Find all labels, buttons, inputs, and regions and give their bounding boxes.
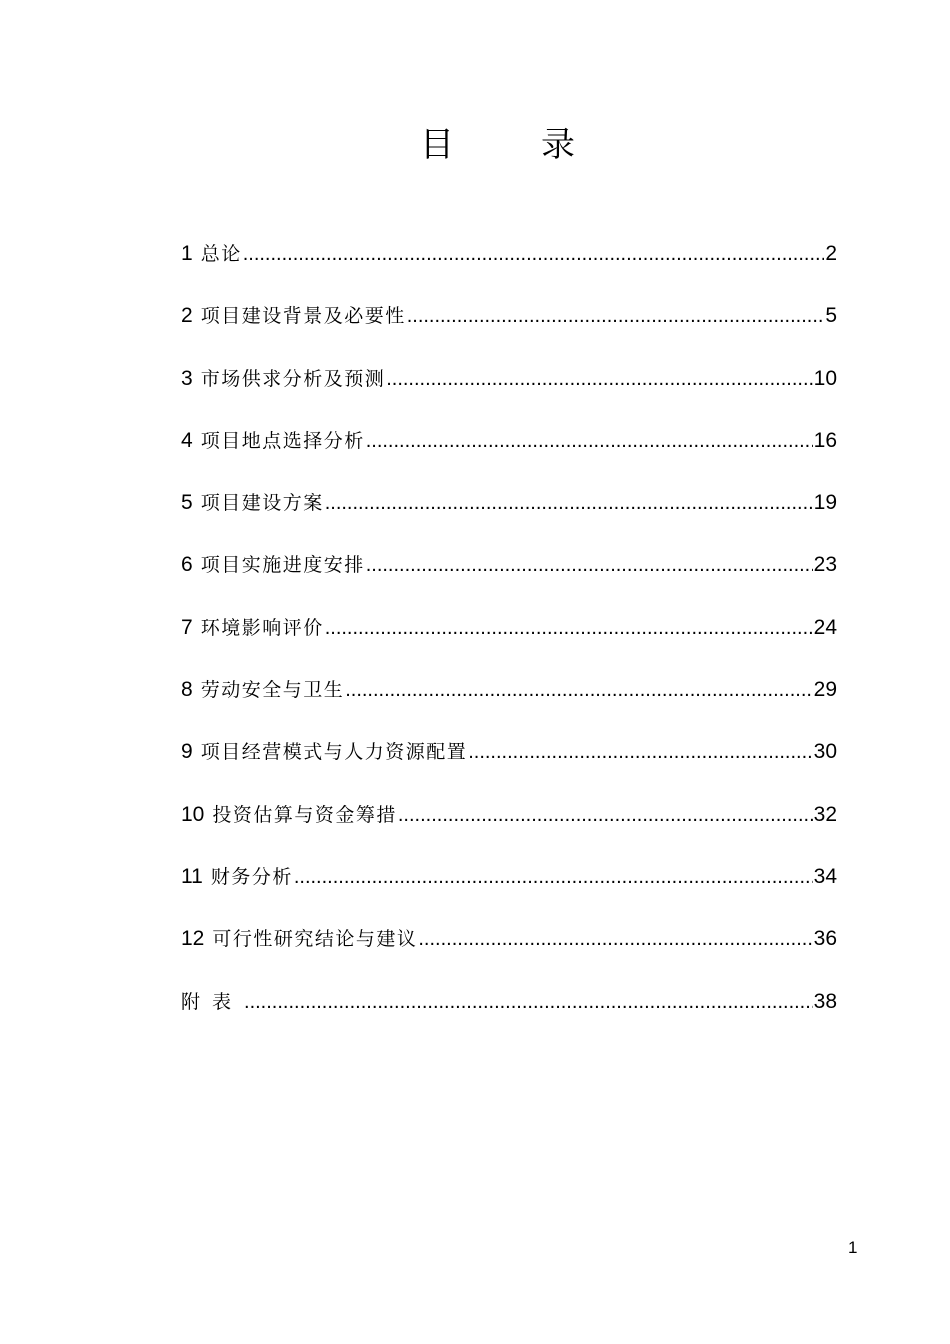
toc-entry-title: 项目建设背景及必要性 <box>200 305 406 328</box>
toc-entry-page: 16 <box>813 428 837 452</box>
toc-entry-page: 10 <box>813 366 837 390</box>
toc-dot-leader <box>345 672 812 708</box>
toc-entry-page: 23 <box>813 553 837 577</box>
toc-entry-number: 9 <box>181 740 193 764</box>
toc-entry-number: 10 <box>181 802 205 826</box>
toc-entry[interactable] <box>181 672 837 734</box>
toc-entry-page: 2 <box>825 242 837 265</box>
toc-entry-number: 2 <box>181 304 193 328</box>
toc-entry-number: 8 <box>181 678 193 702</box>
toc-dot-leader <box>325 485 813 521</box>
toc-entry-title: 投资估算与资金筹措 <box>212 803 397 826</box>
toc-entry[interactable] <box>181 797 837 859</box>
toc-entry-title: 市场供求分析及预测 <box>200 367 386 390</box>
toc-entry-title: 项目经营模式与人力资源配置 <box>200 741 468 764</box>
toc-entry-number: 3 <box>181 366 193 390</box>
toc-entry[interactable] <box>181 921 837 983</box>
toc-entry-number: 5 <box>181 491 193 515</box>
toc-dot-leader <box>407 298 825 334</box>
toc-entry-appendix[interactable] <box>181 984 837 1046</box>
toc-entry-page: 24 <box>813 615 837 639</box>
table-of-contents <box>181 236 837 1046</box>
toc-entry-title: 项目实施进度安排 <box>200 554 365 577</box>
page-number: 1 <box>848 1238 858 1257</box>
toc-entry[interactable] <box>181 734 837 796</box>
title-char-1: 目 <box>420 125 454 165</box>
toc-entry[interactable] <box>181 361 837 423</box>
toc-dot-leader <box>244 984 813 1020</box>
title-char-2: 录 <box>541 125 575 165</box>
toc-entry-page: 5 <box>825 304 837 328</box>
toc-entry-page: 32 <box>813 802 837 826</box>
toc-dot-leader <box>398 797 813 833</box>
toc-entry-title: 环境影响评价 <box>200 616 324 639</box>
toc-entry-number: 6 <box>181 553 193 577</box>
toc-entry[interactable] <box>181 859 837 921</box>
toc-entry-page: 19 <box>813 491 837 515</box>
toc-entry-page: 38 <box>813 989 837 1013</box>
toc-entry-page: 34 <box>813 864 837 888</box>
toc-entry-number: 12 <box>181 927 205 951</box>
toc-entry-title: 劳动安全与卫生 <box>200 679 345 702</box>
toc-entry-title: 可行性研究结论与建议 <box>212 928 418 951</box>
toc-dot-leader <box>468 734 812 770</box>
toc-entry-title: 项目建设方案 <box>200 492 324 515</box>
toc-entry-number: 7 <box>181 615 193 639</box>
toc-entry-title: 项目地点选择分析 <box>200 429 365 452</box>
toc-dot-leader <box>366 423 813 459</box>
toc-entry[interactable] <box>181 423 837 485</box>
toc-dot-leader <box>325 610 813 646</box>
toc-dot-leader <box>366 547 813 583</box>
toc-entry-title: 附表 <box>181 990 244 1013</box>
toc-dot-leader <box>386 361 812 397</box>
toc-entry-number: 1 <box>181 242 193 265</box>
toc-entry[interactable] <box>181 547 837 609</box>
toc-entry-title: 总论 <box>200 243 242 265</box>
toc-entry[interactable] <box>181 485 837 547</box>
toc-entry[interactable] <box>181 610 837 672</box>
toc-dot-leader <box>418 921 812 957</box>
toc-entry-page: 36 <box>813 927 837 951</box>
toc-entry[interactable] <box>181 298 837 360</box>
toc-entry-page: 30 <box>813 740 837 764</box>
toc-entry-number: 4 <box>181 428 193 452</box>
toc-dot-leader <box>294 859 813 895</box>
toc-entry-title: 财务分析 <box>210 865 293 888</box>
toc-entry-page: 29 <box>813 678 837 702</box>
toc-dot-leader <box>243 236 825 272</box>
toc-entry-number: 11 <box>181 864 203 888</box>
page-title <box>0 120 950 170</box>
toc-entry[interactable] <box>181 236 837 298</box>
